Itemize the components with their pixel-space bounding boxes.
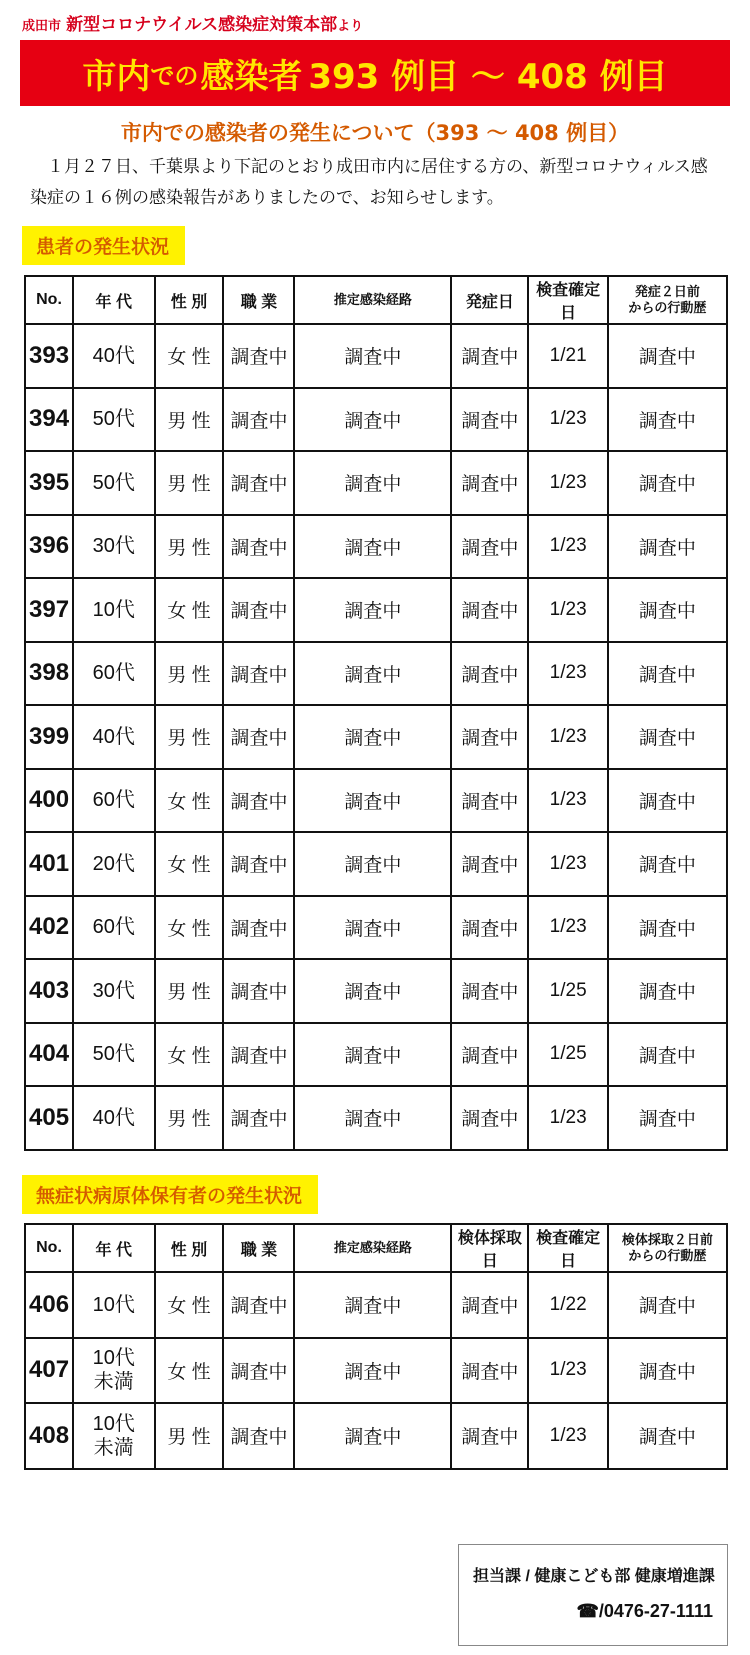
cell-age: 40代: [73, 1086, 154, 1150]
table-row: [25, 705, 727, 769]
cell-history: 調査中: [608, 324, 727, 388]
cell-sex: 女 性: [155, 1272, 224, 1338]
section-label-patients: 患者の発生状況: [22, 226, 185, 265]
cell-job: 調査中: [223, 515, 294, 579]
header-age: 年 代: [73, 1224, 154, 1272]
header-job: 職 業: [223, 1224, 294, 1272]
table-row: [25, 832, 727, 896]
patients-table: [24, 275, 728, 1151]
cell-date: 調査中: [451, 959, 528, 1023]
cell-age: 10代: [73, 578, 154, 642]
table-row: [25, 769, 727, 833]
table-row: [25, 1403, 727, 1469]
header-org: 新型コロナウイルス感染症対策本部: [66, 15, 338, 35]
header-date: 検体採取日: [451, 1224, 528, 1272]
table-header-row: [25, 276, 727, 324]
cell-age: 30代: [73, 959, 154, 1023]
cell-confirmed: 1/23: [528, 896, 607, 960]
table-row: [25, 451, 727, 515]
cell-confirmed: 1/23: [528, 1086, 607, 1150]
cell-history: 調査中: [608, 1272, 727, 1338]
cell-confirmed: 1/23: [528, 388, 607, 452]
table-row: [25, 1338, 727, 1404]
cell-no: 394: [25, 388, 73, 452]
cell-no: 402: [25, 896, 73, 960]
header-job: 職 業: [223, 276, 294, 324]
cell-job: 調査中: [223, 705, 294, 769]
cell-date: 調査中: [451, 324, 528, 388]
cell-confirmed: 1/21: [528, 324, 607, 388]
header-sex: 性 別: [155, 1224, 224, 1272]
cell-confirmed: 1/23: [528, 578, 607, 642]
cell-sex: 男 性: [155, 705, 224, 769]
cell-no: 407: [25, 1338, 73, 1404]
cell-confirmed: 1/23: [528, 1338, 607, 1404]
cell-age: 60代: [73, 769, 154, 833]
cell-confirmed: 1/23: [528, 769, 607, 833]
cell-age: 10代: [73, 1272, 154, 1338]
header-city: 成田市: [22, 19, 62, 34]
cell-confirmed: 1/23: [528, 705, 607, 769]
cell-route: 調査中: [294, 1272, 451, 1338]
cell-route: 調査中: [294, 896, 451, 960]
cell-no: 399: [25, 705, 73, 769]
cell-job: 調査中: [223, 1272, 294, 1338]
cell-date: 調査中: [451, 1403, 528, 1469]
cell-job: 調査中: [223, 1338, 294, 1404]
cell-age: 10代 未満: [73, 1338, 154, 1404]
cell-sex: 男 性: [155, 959, 224, 1023]
cell-job: 調査中: [223, 451, 294, 515]
header-route: 推定感染経路: [294, 1224, 451, 1272]
cell-job: 調査中: [223, 1086, 294, 1150]
cell-history: 調査中: [608, 1338, 727, 1404]
cell-no: 398: [25, 642, 73, 706]
cell-date: 調査中: [451, 1023, 528, 1087]
cell-confirmed: 1/25: [528, 1023, 607, 1087]
cell-job: 調査中: [223, 769, 294, 833]
cell-confirmed: 1/23: [528, 1403, 607, 1469]
cell-sex: 女 性: [155, 324, 224, 388]
cell-route: 調査中: [294, 959, 451, 1023]
cell-sex: 女 性: [155, 1023, 224, 1087]
cell-age: 60代: [73, 896, 154, 960]
cell-sex: 男 性: [155, 515, 224, 579]
table-row: [25, 896, 727, 960]
header-age: 年 代: [73, 276, 154, 324]
cell-route: 調査中: [294, 451, 451, 515]
contact-box: [458, 1544, 728, 1646]
table-row: [25, 1272, 727, 1338]
cell-date: 調査中: [451, 642, 528, 706]
contact-phone: ☎/0476-27-1111: [576, 1601, 713, 1621]
cell-route: 調査中: [294, 388, 451, 452]
cell-route: 調査中: [294, 578, 451, 642]
cell-no: 405: [25, 1086, 73, 1150]
title-banner: [20, 40, 730, 106]
cell-confirmed: 1/22: [528, 1272, 607, 1338]
header-date: 発症日: [451, 276, 528, 324]
table-row: [25, 959, 727, 1023]
cell-age: 30代: [73, 515, 154, 579]
table-row: [25, 324, 727, 388]
cell-route: 調査中: [294, 705, 451, 769]
cell-route: 調査中: [294, 642, 451, 706]
cell-route: 調査中: [294, 769, 451, 833]
header-sex: 性 別: [155, 276, 224, 324]
table-row: [25, 515, 727, 579]
cell-age: 20代: [73, 832, 154, 896]
header-history: 検体採取２日前 からの行動歴: [608, 1224, 727, 1272]
table-row: [25, 578, 727, 642]
cell-date: 調査中: [451, 388, 528, 452]
cell-route: 調査中: [294, 1338, 451, 1404]
cell-route: 調査中: [294, 515, 451, 579]
cell-history: 調査中: [608, 1086, 727, 1150]
cell-no: 396: [25, 515, 73, 579]
cell-job: 調査中: [223, 832, 294, 896]
cell-job: 調査中: [223, 1403, 294, 1469]
cell-date: 調査中: [451, 1086, 528, 1150]
cell-job: 調査中: [223, 324, 294, 388]
cell-history: 調査中: [608, 705, 727, 769]
cell-sex: 女 性: [155, 578, 224, 642]
cell-no: 400: [25, 769, 73, 833]
header-confirmed: 検査確定日: [528, 1224, 607, 1272]
cell-history: 調査中: [608, 1023, 727, 1087]
cell-sex: 女 性: [155, 832, 224, 896]
header-confirmed: 検査確定日: [528, 276, 607, 324]
banner-part2: での: [150, 61, 199, 90]
cell-route: 調査中: [294, 832, 451, 896]
cell-route: 調査中: [294, 324, 451, 388]
cell-route: 調査中: [294, 1086, 451, 1150]
cell-history: 調査中: [608, 896, 727, 960]
cell-history: 調査中: [608, 642, 727, 706]
cell-history: 調査中: [608, 1403, 727, 1469]
header-line: [22, 10, 363, 35]
cell-no: 406: [25, 1272, 73, 1338]
cell-age: 60代: [73, 642, 154, 706]
cell-confirmed: 1/23: [528, 832, 607, 896]
cell-history: 調査中: [608, 959, 727, 1023]
cell-job: 調査中: [223, 1023, 294, 1087]
header-route: 推定感染経路: [294, 276, 451, 324]
cell-history: 調査中: [608, 515, 727, 579]
cell-confirmed: 1/23: [528, 515, 607, 579]
cell-confirmed: 1/23: [528, 451, 607, 515]
table-row: [25, 1023, 727, 1087]
cell-age: 40代: [73, 705, 154, 769]
cell-route: 調査中: [294, 1403, 451, 1469]
cell-age: 50代: [73, 388, 154, 452]
cell-date: 調査中: [451, 1338, 528, 1404]
cell-route: 調査中: [294, 1023, 451, 1087]
cell-history: 調査中: [608, 832, 727, 896]
banner-part4: 393 例目 ～ 408 例目: [308, 56, 668, 97]
cell-job: 調査中: [223, 388, 294, 452]
cell-age: 50代: [73, 1023, 154, 1087]
cell-sex: 男 性: [155, 1403, 224, 1469]
header-no: No.: [25, 276, 73, 324]
cell-confirmed: 1/23: [528, 642, 607, 706]
cell-date: 調査中: [451, 451, 528, 515]
cell-job: 調査中: [223, 896, 294, 960]
cell-job: 調査中: [223, 642, 294, 706]
cell-sex: 男 性: [155, 1086, 224, 1150]
cell-job: 調査中: [223, 578, 294, 642]
cell-sex: 男 性: [155, 388, 224, 452]
cell-no: 397: [25, 578, 73, 642]
cell-sex: 女 性: [155, 1338, 224, 1404]
cell-date: 調査中: [451, 515, 528, 579]
cell-date: 調査中: [451, 832, 528, 896]
section-label-asymptomatic: 無症状病原体保有者の発生状況: [22, 1175, 318, 1214]
cell-history: 調査中: [608, 388, 727, 452]
contact-dept: 担当課 / 健康こども部 健康増進課: [473, 1568, 715, 1585]
cell-sex: 男 性: [155, 451, 224, 515]
cell-no: 401: [25, 832, 73, 896]
cell-sex: 女 性: [155, 896, 224, 960]
table-header-row: [25, 1224, 727, 1272]
cell-no: 403: [25, 959, 73, 1023]
banner-part1: 市内: [82, 56, 151, 97]
lead-text: １月２７日、千葉県より下記のとおり成田市内に居住する方の、新型コロナウィルス感染症の１６例の感染報告がありましたので、お知らせします。: [30, 157, 708, 208]
table-row: [25, 388, 727, 452]
cell-sex: 女 性: [155, 769, 224, 833]
table-row: [25, 1086, 727, 1150]
asymptomatic-table: [24, 1223, 728, 1470]
cell-no: 408: [25, 1403, 73, 1469]
cell-date: 調査中: [451, 705, 528, 769]
cell-date: 調査中: [451, 578, 528, 642]
cell-no: 404: [25, 1023, 73, 1087]
header-from: より: [337, 19, 364, 34]
cell-no: 393: [25, 324, 73, 388]
cell-age: 10代 未満: [73, 1403, 154, 1469]
header-history: 発症２日前 からの行動歴: [608, 276, 727, 324]
cell-sex: 男 性: [155, 642, 224, 706]
cell-job: 調査中: [223, 959, 294, 1023]
cell-age: 50代: [73, 451, 154, 515]
cell-date: 調査中: [451, 1272, 528, 1338]
cell-history: 調査中: [608, 578, 727, 642]
cell-history: 調査中: [608, 769, 727, 833]
cell-date: 調査中: [451, 769, 528, 833]
table-row: [25, 642, 727, 706]
cell-age: 40代: [73, 324, 154, 388]
cell-no: 395: [25, 451, 73, 515]
cell-confirmed: 1/25: [528, 959, 607, 1023]
banner-part3: 感染者: [200, 56, 303, 97]
subtitle: 市内での感染者の発生について（393 ～ 408 例目）: [120, 121, 630, 145]
cell-history: 調査中: [608, 451, 727, 515]
header-no: No.: [25, 1224, 73, 1272]
cell-date: 調査中: [451, 896, 528, 960]
